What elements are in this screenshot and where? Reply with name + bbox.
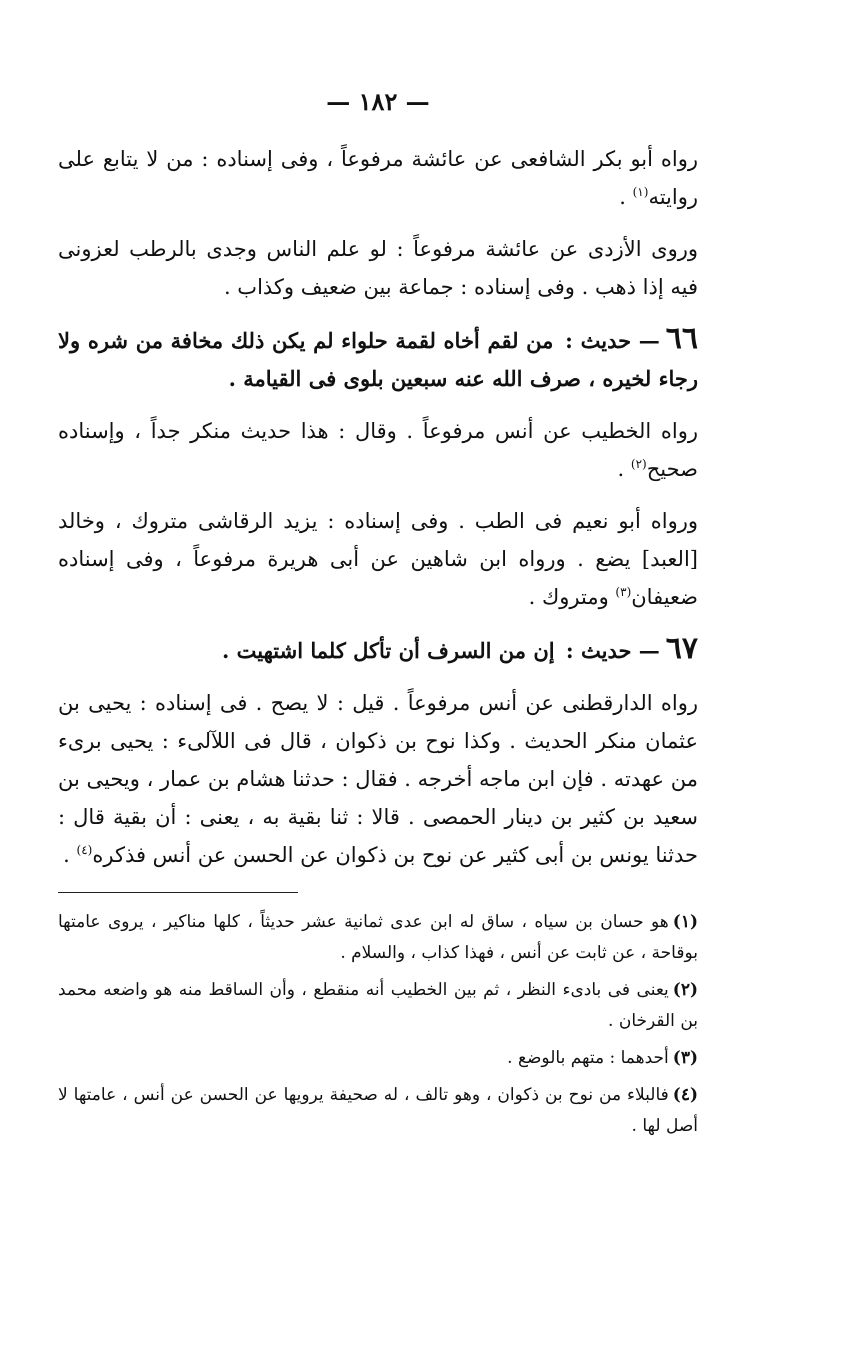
footnote-ref[interactable]: (٢) (630, 457, 647, 471)
paragraph-text: ورواه أبو نعيم فى الطب . وفى إسناده : يزيد الرقاشى متروك ، وخالد [العبد] يضع . ورواه ابن شاهين عن أبى هريرة مرفوعاً ، وفى إسناده ضعيفان (58, 509, 698, 609)
paragraph (58, 502, 698, 616)
footnote-text: أحدهما : متهم بالوضع . (507, 1048, 669, 1068)
page-number: — ١٨٢ — (326, 87, 430, 116)
paragraph-text: رواه أبو بكر الشافعى عن عائشة مرفوعاً ، وفى إسناده : من لا يتابع على روايته (58, 147, 698, 209)
hadith-text: إن من السرف أن تأكل كلما اشتهيت . (222, 638, 555, 663)
footnote-text: فالبلاء من نوح بن ذكوان ، وهو تالف ، له صحيفة يرويها عن الحسن عن أنس ، عامتها لا أصل لها . (58, 1085, 698, 1136)
footnotes (58, 907, 698, 1142)
footnote-text: يعنى فى بادىء النظر ، ثم بين الخطيب أنه منقطع ، وأن الساقط منه هو واضعه محمد بن القرخان . (58, 980, 698, 1031)
hadith-number: ٦٦ (665, 321, 699, 356)
paragraph (58, 230, 698, 306)
footnote-ref[interactable]: (٣) (615, 585, 632, 599)
paragraph (58, 140, 698, 216)
footnote (58, 1080, 698, 1142)
footnote-marker: (٢) (672, 980, 698, 1000)
footnote (58, 907, 698, 969)
paragraph-end: ومتروك . (528, 585, 616, 609)
footnote-text: هو حسان بن سياه ، ساق له ابن عدى ثمانية عشر حديثاً ، كلها مناكير ، يروى عامتها بوقاحة ، عن ثابت عن أنس ، فهذا كذاب ، والسلام . (58, 912, 698, 963)
footnote-marker: (١) (672, 912, 698, 932)
paragraph (58, 412, 698, 488)
paragraph-end: . (619, 185, 633, 209)
paragraph-text: رواه الدارقطنى عن أنس مرفوعاً . قيل : لا يصح . فى إسناده : يحيى بن عثمان منكر الحديث . وكذا نوح بن ذكوان ، قال فى اللآلىء : يحيى برىء من عهدته . فإن ابن ماجه أخرجه . فقال : حدثنا هشام بن عمار ، ويحيى بن سعيد بن كثير بن دينار الحمصى . قالا : ثنا بقية به ، يعنى : أن بقية قال : حدثنا يونس بن أبى كثير عن نوح بن ذكوان عن الحسن عن أنس فذكره (58, 691, 698, 867)
footnote (58, 1043, 698, 1074)
hadith-entry (58, 630, 698, 670)
hadith-label: — حديث : (565, 328, 660, 353)
hadith-text: من لقم أخاه لقمة حلواء لم يكن ذلك مخافة من شره ولا رجاء لخيره ، صرف الله عنه سبعين بلوى فى القيامة . (58, 328, 698, 391)
footnote-divider (58, 892, 298, 893)
paragraph-end: . (617, 457, 631, 481)
hadith-label: — حديث : (565, 638, 660, 663)
paragraph (58, 684, 698, 874)
hadith-number: ٦٧ (665, 631, 698, 666)
footnote-ref[interactable]: (١) (632, 185, 649, 199)
footnote-ref[interactable]: (٤) (76, 843, 93, 857)
footnote (58, 975, 698, 1037)
footnote-marker: (٣) (672, 1048, 698, 1068)
paragraph-text: رواه الخطيب عن أنس مرفوعاً . وقال : هذا حديث منكر جداً ، وإسناده صحيح (58, 419, 698, 481)
footnote-marker: (٤) (672, 1085, 698, 1105)
main-text (58, 140, 698, 874)
paragraph-text: وروى الأزدى عن عائشة مرفوعاً : لو علم الناس وجدى بالرطب لعزونى فيه إذا ذهب . وفى إسناده : جماعة بين ضعيف وكذاب . (58, 237, 698, 299)
hadith-entry (58, 320, 698, 398)
paragraph-end: . (63, 843, 77, 867)
document-page (58, 82, 698, 1148)
